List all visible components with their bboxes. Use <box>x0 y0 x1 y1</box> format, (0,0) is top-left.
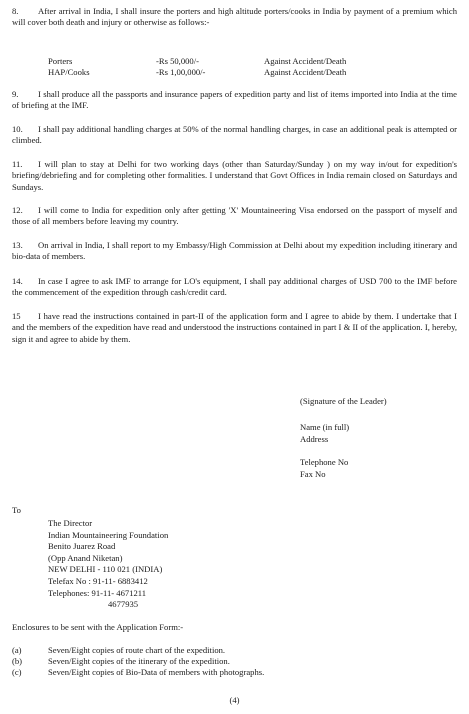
insurance-row <box>48 56 448 67</box>
insurance-amount: -Rs 50,000/- <box>156 56 199 66</box>
insurance-amount: -Rs 1,00,000/- <box>156 67 206 77</box>
telephone-line: Telephone No <box>300 457 349 468</box>
address-line: Benito Juarez Road <box>48 541 116 552</box>
address-line: 4677935 <box>108 599 139 610</box>
address-line: Telefax No : 91-11- 6883412 <box>48 575 148 586</box>
recipient-address <box>48 518 168 611</box>
paragraph-10 <box>12 124 457 147</box>
paragraph-number: 15 <box>12 311 21 321</box>
paragraph-number: 12. <box>12 205 23 215</box>
insurance-category: HAP/Cooks <box>48 67 90 77</box>
insurance-category: Porters <box>48 56 73 66</box>
signature-line: (Signature of the Leader) <box>300 396 387 406</box>
signature-block <box>300 396 460 480</box>
paragraph-text: I have read the instructions contained in part-II of the application form and I agree to abide by them. I undertake that I and the members of the expedition have read and understood the instructions contained in part I & II of the application. I, hereby, sign it and agree to abide by them. <box>12 311 457 344</box>
address-line: The Director <box>48 518 93 528</box>
address-line: Address <box>300 433 329 444</box>
paragraph-text: I shall produce all the passports and insurance papers of expedition party and list of items imported into India at the time of briefing at the IMF. <box>12 89 457 111</box>
name-line: Name (in full) <box>300 422 350 433</box>
paragraph-15 <box>12 311 457 345</box>
paragraph-8 <box>12 6 457 29</box>
paragraph-text: After arrival in India, I shall insure the porters and high altitude porters/cooks in India by payment of a premium which will cover both death and injury or otherwise as follows:- <box>12 6 457 28</box>
list-item <box>12 645 452 656</box>
address-line: Telephones: 91-11- 4671211 <box>48 587 147 598</box>
insurance-cover: Against Accident/Death <box>264 67 347 77</box>
list-marker: (b) <box>12 656 23 666</box>
insurance-cover: Against Accident/Death <box>264 56 347 66</box>
list-item <box>12 656 452 667</box>
paragraph-text: I will come to India for expedition only after getting 'X' Mountaineering Visa endorsed on the passport of myself and those of all members before leaving my country. <box>12 205 457 227</box>
paragraph-number: 8. <box>12 6 19 16</box>
paragraph-text: I shall pay additional handling charges at 50% of the normal handling charges, in case an additional peak is attempted or climbed. <box>12 124 457 146</box>
list-marker: (c) <box>12 667 22 677</box>
list-text: Seven/Eight copies of the itinerary of the expedition. <box>48 656 230 666</box>
paragraph-number: 9. <box>12 89 19 99</box>
to-label: To <box>12 505 21 515</box>
address-line: NEW DELHI - 110 021 (INDIA) <box>48 564 163 575</box>
paragraph-text: I will plan to stay at Delhi for two working days (other than Saturday/Sunday ) on my way in/out for expedition's briefing/debriefing and for completing other formalities. I understand that Govt Offices in India remain closed on Saturdays and Sundays. <box>12 159 457 192</box>
page-number: (4) <box>229 695 240 705</box>
fax-line: Fax No <box>300 468 326 479</box>
paragraph-number: 14. <box>12 276 23 286</box>
paragraph-text: In case I agree to ask IMF to arrange for LO's equipment, I shall pay additional charges of USD 700 to the IMF before the commencement of the expedition through cash/credit card. <box>12 276 457 298</box>
paragraph-number: 13. <box>12 240 23 250</box>
enclosures-list <box>12 645 452 678</box>
list-item <box>12 667 452 678</box>
list-marker: (a) <box>12 645 22 655</box>
paragraph-14 <box>12 276 457 299</box>
paragraph-9 <box>12 89 457 112</box>
paragraph-12 <box>12 205 457 228</box>
address-line: Indian Mountaineering Foundation <box>48 529 169 540</box>
paragraph-number: 11. <box>12 159 23 169</box>
paragraph-number: 10. <box>12 124 23 134</box>
list-text: Seven/Eight copies of route chart of the expedition. <box>48 645 226 655</box>
list-text: Seven/Eight copies of Bio-Data of members with photographs. <box>48 667 265 677</box>
paragraph-13 <box>12 240 457 263</box>
insurance-table <box>48 56 448 78</box>
enclosures-heading: Enclosures to be sent with the Application Form:- <box>12 622 184 632</box>
address-line: (Opp Anand Niketan) <box>48 552 123 563</box>
insurance-row <box>48 67 448 78</box>
paragraph-text: On arrival in India, I shall report to my Embassy/High Commission at Delhi about my expedition including itinerary and bio-data of members. <box>12 240 457 262</box>
paragraph-11 <box>12 159 457 193</box>
